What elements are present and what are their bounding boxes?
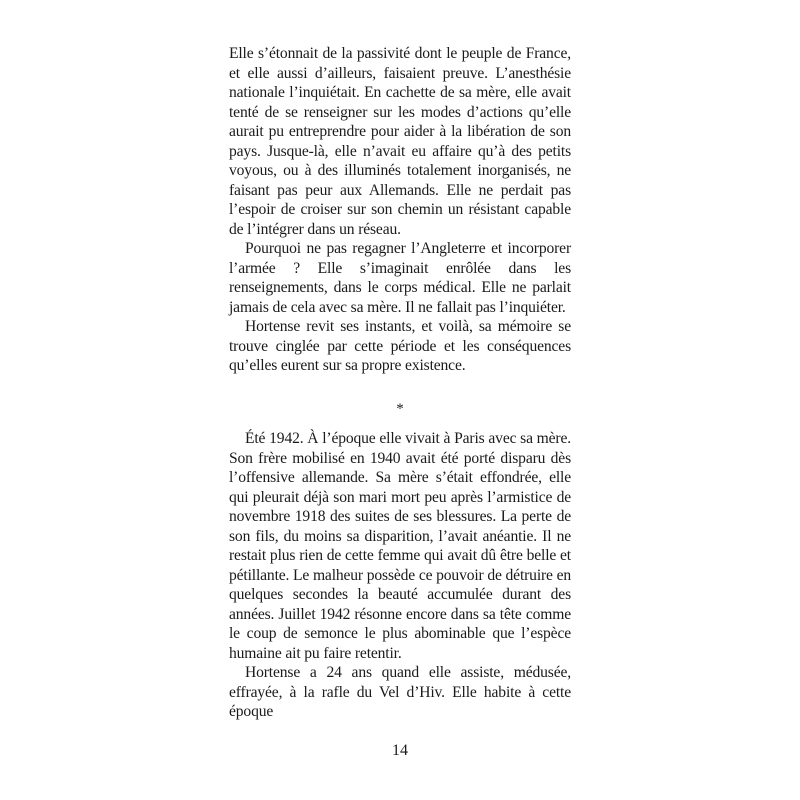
text-section-2	[229, 429, 571, 722]
paragraph: Pourquoi ne pas regagner l’Angleterre et incorporer l’armée ? Elle s’imaginait enrôlée dans les renseignements, dans le corps médical. Elle ne parlait jamais de cela avec sa mère. Il ne fallait pas l’inquiéter.	[229, 240, 571, 316]
paragraph: Elle s’étonnait de la passivité dont le peuple de France, et elle aussi d’ailleurs, faisaient preuve. L’anesthésie nationale l’inquiétait. En cachette de sa mère, elle avait tenté de se renseigner sur les modes d’actions qu’elle aurait pu entreprendre pour aider à la libération de son pays. Jusque-là, elle n’avait eu affaire qu’à des petits voyous, ou à des illuminés totalement inorganisés, ne faisant pas peur aux Allemands. Elle ne perdait pas l’espoir de croiser sur son chemin un résistant capable de l’intégrer dans un réseau.	[229, 45, 571, 238]
paragraph: Été 1942. À l’époque elle vivait à Paris avec sa mère. Son frère mobilisé en 1940 avait été porté disparu dès l’offensive allemande. Sa mère s’était effondrée, elle qui pleurait déjà son mari mort peu après l’armistice de novembre 1918 des suites de ses blessures. La perte de son fils, du moins sa disparition, l’avait anéantie. Il ne restait plus rien de cette femme qui avait dû être belle et pétillante. Le malheur possède ce pouvoir de détruire en quelques secondes la beauté accumulée durant des années. Juillet 1942 résonne encore dans sa tête comme le coup de semonce le plus abominable que l’espèce humaine ait pu faire retentir.	[229, 430, 571, 662]
section-separator: *	[396, 401, 404, 417]
paragraph: Hortense a 24 ans quand elle assiste, médusée, effrayée, à la rafle du Vel d’Hiv. Elle habite à cette époque	[229, 664, 571, 720]
page-number: 14	[392, 742, 408, 759]
paragraph: Hortense revit ses instants, et voilà, sa mémoire se trouve cinglée par cette période et les conséquences qu’elles eurent sur sa propre existence.	[229, 318, 571, 374]
text-section-1	[229, 44, 571, 376]
